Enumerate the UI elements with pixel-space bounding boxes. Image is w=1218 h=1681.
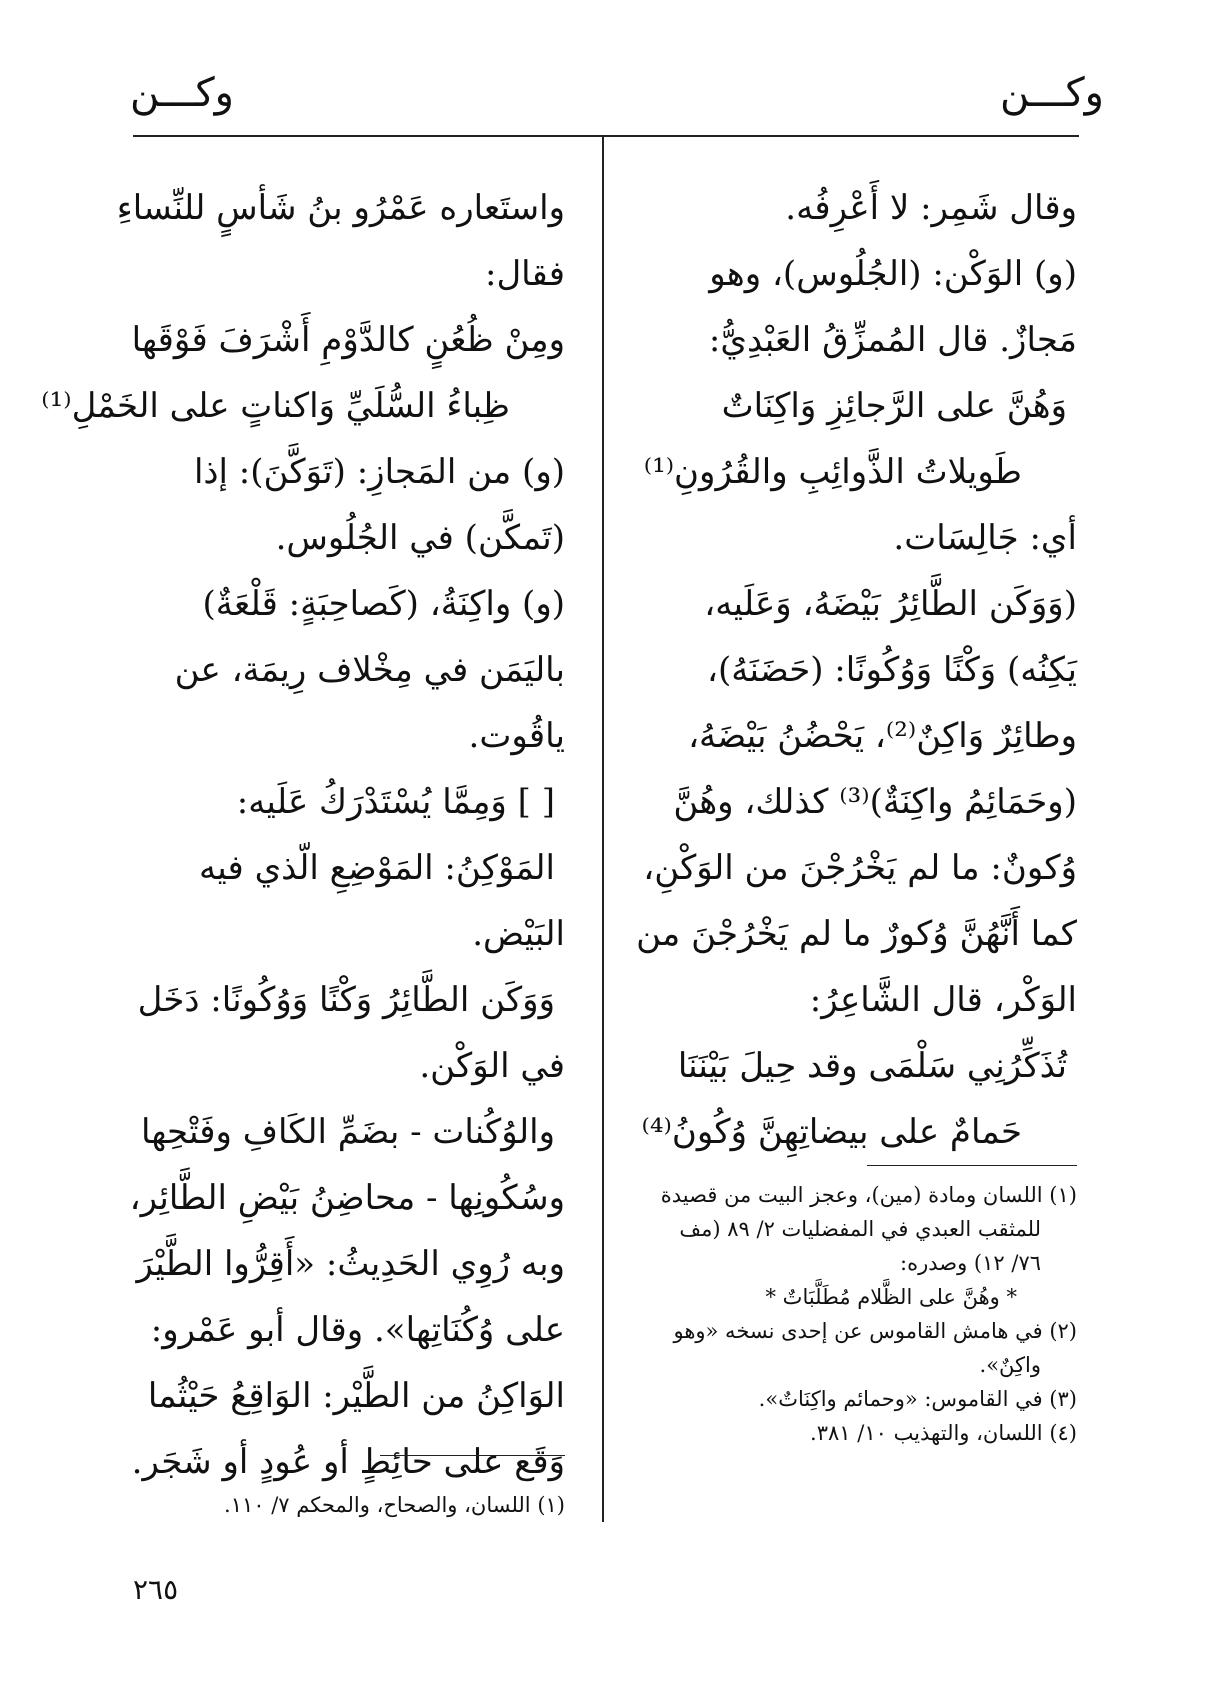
left-text-column — [41, 175, 565, 1495]
text-line: مَجازٌ. قال المُمزِّقُ العَبْدِيُّ: — [708, 320, 1077, 360]
text-line: كما أَنَّهُنَّ وُكورٌ ما لم يَخْرُجْنَ من — [636, 914, 1077, 954]
verse-line: حَمامٌ على بيضاتِهِنَّ وُكُونُ⁽⁴⁾ — [641, 1112, 1022, 1152]
text-line: وبه رُوِي الحَدِيثُ: «أَقِرُّوا الطَّيْرَ — [136, 1244, 565, 1284]
verse-line: ومِنْ ظُعُنٍ كالدَّوْمِ أَشْرَفَ فَوْقَها — [131, 320, 565, 360]
footnote-rule-right — [867, 1165, 1077, 1166]
text-line: ياقُوت. — [468, 716, 565, 756]
footnotes-right — [645, 1178, 1077, 1450]
text-line: [ ] وَمِمَّا يُسْتَدْرَكُ عَلَيه: — [236, 782, 555, 822]
footnotes-left — [133, 1488, 565, 1522]
text-line: (وحَمَائِمُ واكِنَةٌ)⁽³⁾ كذلك، وهُنَّ — [673, 782, 1077, 822]
text-line: المَوْكِنُ: المَوْضِعِ الّذي فيه — [199, 848, 555, 888]
running-header-left: وكـــن — [130, 70, 234, 116]
text-line: وَوَكَن الطَّائِرُ وَكْنًا وَوُكُونًا: دَخَل — [137, 980, 555, 1020]
page-number: ٢٦٥ — [133, 1573, 179, 1606]
verse-line: وَهُنَّ على الرَّجائِزِ وَاكِنَاتٌ — [721, 386, 1067, 426]
text-line: يَكِنُه) وَكْنًا وَوُكُونًا: (حَضَنَهُ)، — [707, 650, 1077, 690]
text-line: البَيْض. — [472, 914, 565, 954]
text-line: باليَمَن في مِخْلاف رِيمَة، عن — [174, 650, 565, 690]
text-line: الوَاكِنُ من الطَّيْر: الوَاقِعُ حَيْثُما — [147, 1376, 565, 1416]
text-line: (و) من المَجازِ: (تَوَكَّنَ): إذا — [193, 452, 565, 492]
text-line: في الوَكْن. — [419, 1046, 565, 1086]
text-line: أي: جَالِسَات. — [893, 518, 1077, 558]
text-line: على وُكُنَاتِها». وقال أبو عَمْرو: — [150, 1310, 565, 1350]
column-divider — [602, 137, 604, 1522]
footnote-line: (٤) اللسان، والتهذيب ١٠/ ٣٨١. — [810, 1421, 1077, 1445]
footnote-line: * وهُنَّ على الظَّلام مُطَلَّبَاتٌ * — [765, 1285, 1017, 1309]
footnote-line: للمثقب العبدي في المفضليات ٢/ ٨٩ (مف — [679, 1217, 1041, 1241]
footnote-line: (٢) في هامش القاموس عن إحدى نسخه «وهو — [673, 1319, 1077, 1343]
text-line: وقال شَمِر: لا أَعْرِفُه. — [785, 188, 1077, 228]
footnote-line: (١) اللسان ومادة (مين)، وعجز البيت من قصيدة — [660, 1183, 1077, 1207]
right-text-column — [636, 175, 1077, 1165]
text-line: واستَعاره عَمْرُو بنُ شَأسٍ للنِّساءِ — [116, 188, 565, 228]
text-line: وَقَع على حائِطٍ أو عُودٍ أو شَجَر. — [131, 1442, 565, 1482]
footnote-line: ٧٦/ ١٢) وصدره: — [900, 1251, 1041, 1275]
text-line: وُكونٌ: ما لم يَخْرُجْنَ من الوَكْنِ، — [643, 848, 1077, 888]
header-rule — [133, 135, 1079, 137]
text-line: (و) واكِنَةُ، (كَصاحِبَةٍ: قَلْعَةٌ) — [202, 584, 565, 624]
footnote-line: (٣) في القاموس: «وحمائم واكِنَاتٌ». — [758, 1387, 1077, 1411]
text-line: وطائِرٌ وَاكِنٌ⁽²⁾، يَحْضُنُ بَيْضَهُ، — [688, 716, 1077, 756]
text-line: والوُكُنات - بضَمِّ الكَافِ وفَتْحِها — [141, 1112, 555, 1152]
verse-line: تُذَكِّرُنِي سَلْمَى وقد حِيلَ بَيْنَنَا — [677, 1046, 1067, 1086]
footnote-line: واكِنٌ». — [979, 1353, 1041, 1377]
verse-line: طَويلاتُ الذَّوائِبِ والقُرُونِ⁽¹⁾ — [643, 452, 1022, 492]
text-line: (و) الوَكْن: (الجُلُوس)، وهو — [709, 254, 1077, 294]
text-line: الوَكْر، قال الشَّاعِرُ: — [809, 980, 1077, 1020]
text-line: وسُكُونِها - محاضِنُ بَيْضِ الطَّائِر، — [129, 1178, 565, 1218]
verse-line: ظِباءُ السُّلَيِّ وَاكناتٍ على الخَمْلِ⁽¹⁾ — [41, 386, 510, 426]
footnote-rule-left — [380, 1455, 565, 1456]
running-header-right: وكـــن — [1000, 70, 1104, 116]
text-line: (تَمكَّن) في الجُلُوس. — [275, 518, 565, 558]
footnote-line: (١) اللسان، والصحاح، والمحكم ٧/ ١١٠. — [224, 1493, 565, 1517]
text-line: فقال: — [485, 254, 565, 294]
text-line: (وَوَكَن الطَّائِرُ بَيْضَهُ، وَعَلَيه، — [704, 584, 1077, 624]
